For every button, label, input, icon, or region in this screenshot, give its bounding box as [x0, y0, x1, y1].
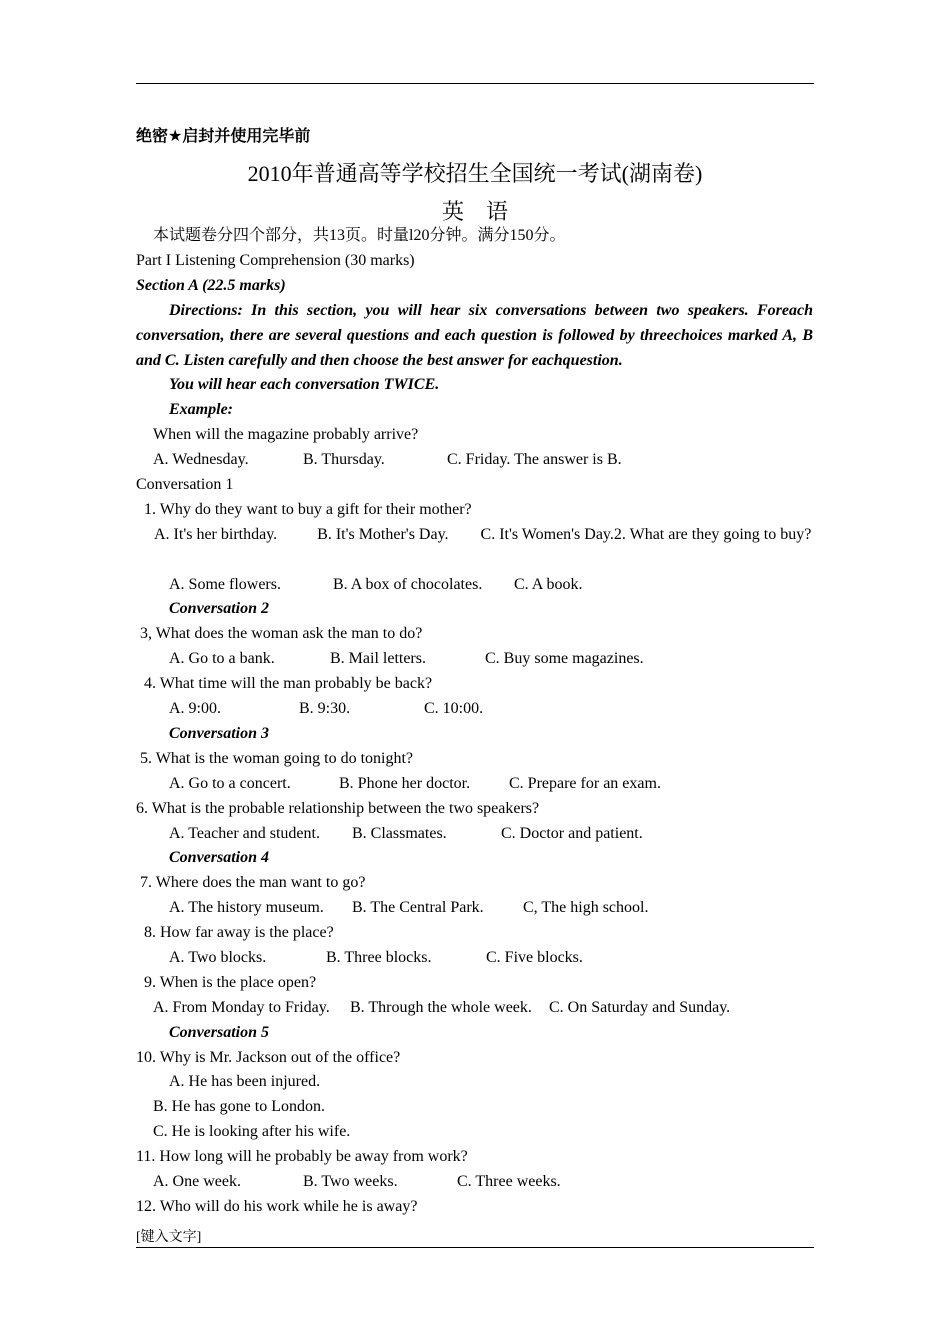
directions-paragraph: Directions: In this section, you will hear six conversations between two speakers. Foreach conversation, there are several questions and each question is followed by threechoices marked A, B and C. Listen carefully and then choose the best answer for eachquestion. [136, 302, 813, 369]
question-8-option-c: C. Five blocks. [486, 949, 583, 966]
question-6-option-a: A. Teacher and student. [169, 825, 320, 842]
section-heading: Section A (22.5 marks) [136, 277, 286, 294]
example-option-a: A. Wednesday. [153, 451, 249, 468]
footer-placeholder[interactable]: [键入文字] [136, 1230, 202, 1245]
example-label: Example: [169, 401, 233, 418]
confidential-label: 绝密★启封并使用完毕前 [136, 126, 311, 145]
question-4-option-a: A. 9:00. [169, 700, 221, 717]
question-12: 12. Who will do his work while he is away? [136, 1198, 418, 1215]
question-5-option-b: B. Phone her doctor. [339, 775, 471, 792]
question-6: 6. What is the probable relationship between the two speakers? [136, 800, 540, 817]
question-11: 11. How long will he probably be away from work? [136, 1148, 468, 1165]
question-10-option-a: A. He has been injured. [169, 1073, 321, 1090]
question-7-option-c: C, The high school. [523, 899, 649, 916]
question-5-option-c: C. Prepare for an exam. [509, 775, 661, 792]
question-9: 9. When is the place open? [144, 974, 317, 991]
conversation-1-label: Conversation 1 [136, 476, 234, 493]
conversation-3-label: Conversation 3 [169, 725, 270, 742]
question-4: 4. What time will the man probably be back? [144, 675, 433, 692]
header-rule [136, 83, 814, 84]
question-8-option-a: A. Two blocks. [169, 949, 267, 966]
question-10-option-b: B. He has gone to London. [153, 1098, 325, 1115]
question-7: 7. Where does the man want to go? [140, 874, 366, 891]
question-5-option-a: A. Go to a concert. [169, 775, 291, 792]
question-5: 5. What is the woman going to do tonight? [140, 750, 414, 767]
question-4-option-c: C. 10:00. [424, 700, 484, 717]
question-3-option-b: B. Mail letters. [330, 650, 426, 667]
example-question: When will the magazine probably arrive? [153, 426, 419, 443]
question-1-options: A. It's her birthday. B. It's Mother's Day. C. It's Women's Day.2. What are they going to buy? [154, 526, 812, 543]
question-10-option-c: C. He is looking after his wife. [153, 1123, 351, 1140]
question-3-option-c: C. Buy some magazines. [485, 650, 644, 667]
question-9-option-b: B. Through the whole week. [350, 999, 532, 1016]
example-option-b: B. Thursday. [303, 451, 385, 468]
question-2-option-a: A. Some flowers. [169, 576, 281, 593]
exam-intro: 本试题卷分四个部分，共13页。时量l20分钟。满分150分。 [153, 227, 566, 244]
question-6-option-b: B. Classmates. [352, 825, 447, 842]
question-8: 8. How far away is the place? [144, 924, 334, 941]
conversation-4-label: Conversation 4 [169, 849, 270, 866]
question-2-option-b: B. A box of chocolates. [333, 576, 483, 593]
question-11-option-c: C. Three weeks. [457, 1173, 561, 1190]
example-option-c: C. Friday. The answer is B. [447, 451, 622, 468]
subject-title: 英语 [441, 199, 530, 224]
question-7-option-a: A. The history museum. [169, 899, 324, 916]
question-6-option-c: C. Doctor and patient. [501, 825, 643, 842]
question-9-option-a: A. From Monday to Friday. [153, 999, 330, 1016]
exam-title: 2010年普通高等学校招生全国统一考试(湖南卷) [247, 161, 703, 186]
question-11-option-b: B. Two weeks. [303, 1173, 398, 1190]
question-9-option-c: C. On Saturday and Sunday. [549, 999, 731, 1016]
question-2-option-c: C. A book. [514, 576, 583, 593]
conversation-5-label: Conversation 5 [169, 1024, 270, 1041]
question-8-option-b: B. Three blocks. [326, 949, 432, 966]
question-3: 3, What does the woman ask the man to do? [140, 625, 423, 642]
question-4-option-b: B. 9:30. [299, 700, 351, 717]
question-10: 10. Why is Mr. Jackson out of the office? [136, 1049, 401, 1066]
listen-twice-note: You will hear each conversation TWICE. [169, 376, 440, 393]
question-11-option-a: A. One week. [153, 1173, 241, 1190]
footer-rule [136, 1247, 814, 1248]
question-3-option-a: A. Go to a bank. [169, 650, 275, 667]
conversation-2-label: Conversation 2 [169, 600, 270, 617]
part-heading: Part I Listening Comprehension (30 marks) [136, 252, 415, 269]
question-1: 1. Why do they want to buy a gift for their mother? [144, 501, 472, 518]
question-7-option-b: B. The Central Park. [352, 899, 484, 916]
